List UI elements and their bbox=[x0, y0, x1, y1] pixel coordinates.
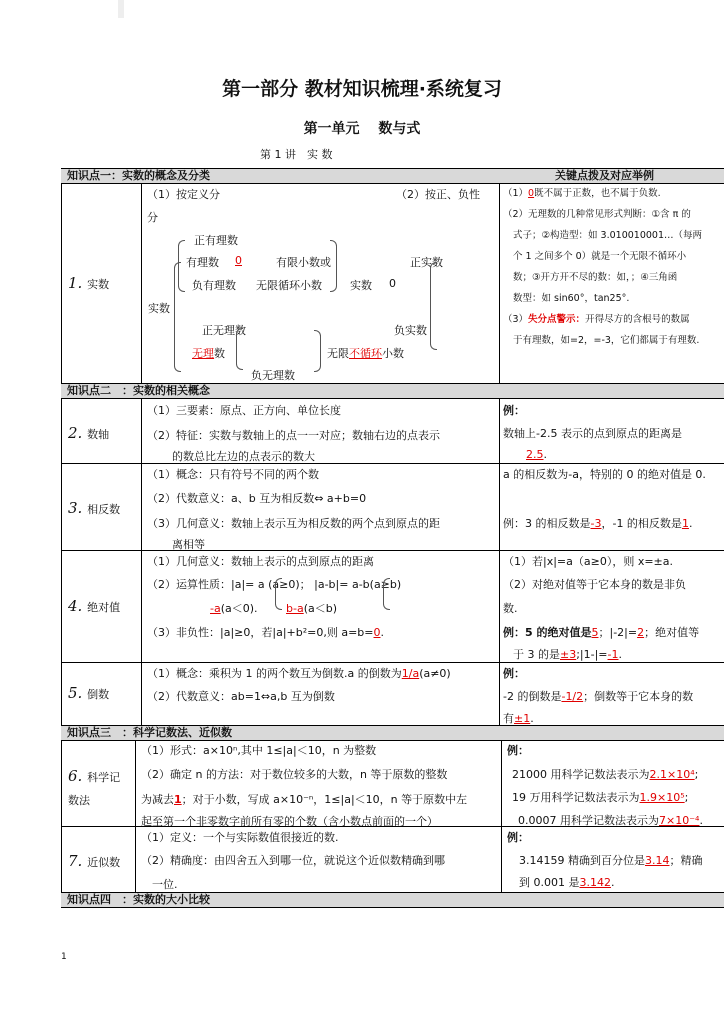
cell-text: （2）代数意义：ab=1⇔a,b 互为倒数 bbox=[147, 690, 335, 703]
cat-name: 近似数 bbox=[87, 856, 121, 869]
k1-right-line: 数型：如 sin60°，tan25°. bbox=[513, 293, 630, 304]
cat-num: 7. bbox=[68, 852, 83, 870]
cell-line bbox=[519, 874, 614, 890]
tree-infinite bbox=[327, 345, 404, 361]
cell-line bbox=[526, 448, 547, 461]
cell-text: （2）运算性质：|a|= a (a≥0)； |a-b|= a-b(a≥b) bbox=[147, 578, 402, 591]
tree-irrational bbox=[192, 345, 225, 361]
col-line-1a bbox=[141, 183, 142, 383]
tree-text: 负无理数 bbox=[251, 369, 295, 382]
col-line-1b bbox=[141, 399, 142, 725]
txt-red: -1 bbox=[607, 648, 619, 661]
txt-red: 1 bbox=[174, 793, 182, 806]
tree-text: 负有理数 bbox=[192, 279, 236, 292]
cell-line bbox=[147, 665, 451, 681]
k1-right-line: 于有理数，如=2，=-3，它们都属于有理数. bbox=[513, 335, 700, 346]
tree-text: 无限 bbox=[327, 347, 349, 360]
cat-num: 2. bbox=[68, 424, 83, 442]
tree-red: 不循环 bbox=[349, 347, 382, 360]
cat-num: 4. bbox=[68, 597, 83, 615]
txt: 为减去 bbox=[141, 793, 174, 806]
txt: . bbox=[610, 876, 615, 889]
cell-line bbox=[512, 766, 698, 782]
txt: 0.0007 用科学记数法表示为 bbox=[518, 814, 659, 827]
tree-text: 无限循环小数 bbox=[256, 279, 322, 292]
tree-text: （1）按定义分 bbox=[147, 188, 220, 201]
cat-real bbox=[68, 274, 109, 292]
k1-right-line: 式子；②构造型：如 3.010010001…（每两 bbox=[513, 230, 702, 241]
cell-line bbox=[286, 600, 337, 616]
txt-red: -a bbox=[210, 602, 221, 615]
txt: 有 bbox=[503, 712, 514, 725]
txt: 到 0.001 是 bbox=[519, 876, 580, 889]
txt-red: 2.5 bbox=[526, 448, 544, 461]
cat-name-2: 数法 bbox=[68, 794, 90, 807]
tree-text: 正无理数 bbox=[202, 324, 246, 337]
tree-text: 有限小数或 bbox=[276, 256, 331, 269]
tree-text: 实数 bbox=[350, 279, 372, 292]
page-title: 第一部分 教材知识梳理·系统复习 bbox=[222, 78, 502, 100]
cell-text: （2）特征：实数与数轴上的点一一对应；数轴右边的点表示 bbox=[147, 429, 440, 442]
k1-right-label: 关键点拨及对应举例 bbox=[555, 169, 654, 182]
row-line bbox=[61, 550, 724, 551]
cat-name: 绝对值 bbox=[87, 601, 121, 614]
txt: . bbox=[699, 814, 703, 827]
brace bbox=[236, 328, 243, 370]
txt: ；绝对值等 bbox=[644, 626, 700, 639]
tree-text: 正实数 bbox=[410, 256, 443, 269]
tree-text: 正有理数 bbox=[194, 234, 238, 247]
k3-label: 知识点三 ：科学记数法、近似数 bbox=[67, 726, 232, 739]
txt: 既不属于正数，也不属于负数. bbox=[534, 188, 661, 199]
cell-line bbox=[210, 600, 258, 616]
k1-right-line bbox=[503, 185, 661, 199]
brace bbox=[430, 262, 437, 350]
txt: . bbox=[543, 448, 547, 461]
cat-approx bbox=[68, 852, 120, 870]
cell-text: （1）若|x|=a（a≥0），则 x=±a. bbox=[503, 555, 674, 568]
cell-text: 数轴上-2.5 表示的点到原点的距离是 bbox=[503, 427, 682, 440]
section-header-k1 bbox=[61, 168, 724, 184]
txt-red: 0 bbox=[528, 188, 535, 199]
section-header-k4 bbox=[61, 892, 724, 908]
txt-red: 2.1×10⁴ bbox=[649, 768, 695, 781]
txt-red: ±1 bbox=[514, 712, 531, 725]
row-line bbox=[61, 463, 724, 464]
k1-right-line: （2）无理数的几种常见形式判断：①含 π 的 bbox=[503, 209, 691, 220]
txt: （1）概念：乘积为 1 的两个数互为倒数.a 的倒数为 bbox=[147, 667, 402, 680]
txt-red: 失分点警示： bbox=[528, 314, 586, 325]
cell-line bbox=[503, 624, 699, 640]
cell-text: （2）代数意义：a、b 互为相反数⇔ a+b=0 bbox=[147, 492, 367, 505]
txt: ；精确 bbox=[669, 854, 703, 867]
cell-line bbox=[503, 710, 534, 726]
txt: ；对于小数，写成 a×10⁻ⁿ，1≤|a|＜10，n 等于原数中左 bbox=[181, 793, 468, 806]
cell-line bbox=[141, 791, 467, 807]
tree-red: 无理 bbox=[192, 347, 214, 360]
txt-red: -1/2 bbox=[561, 690, 584, 703]
txt: . bbox=[530, 712, 534, 725]
cat-num: 5. bbox=[68, 684, 83, 702]
cat-num: 1. bbox=[68, 274, 83, 292]
brace bbox=[330, 240, 337, 292]
txt: ；|-2|= bbox=[598, 626, 638, 639]
section-header-k3 bbox=[61, 725, 724, 741]
txt-red: b-a bbox=[286, 602, 304, 615]
txt: ; bbox=[694, 768, 699, 781]
col-line-2b bbox=[499, 399, 500, 725]
cell-line bbox=[513, 646, 622, 662]
row-line bbox=[61, 662, 724, 663]
txt-red: 3.142 bbox=[579, 876, 611, 889]
tree-text: 小数 bbox=[382, 347, 404, 360]
txt-red: 7×10⁻⁴ bbox=[659, 814, 700, 827]
txt-red: ±3 bbox=[560, 648, 577, 661]
cell-text: （3）几何意义：数轴上表示互为相反数的两个点到原点的距 bbox=[147, 517, 440, 530]
txt: ; bbox=[684, 791, 689, 804]
txt: 19 万用科学记数法表示为 bbox=[512, 791, 640, 804]
k1-right-line: 数；③开方开不尽的数：如，；④三角函 bbox=[513, 272, 678, 283]
brace bbox=[174, 262, 181, 372]
txt: 3.14159 精确到百分位是 bbox=[519, 854, 645, 867]
cell-text: 的数总比左边的点表示的数大 bbox=[172, 450, 315, 463]
txt: 例：5 的绝对值是 bbox=[503, 626, 592, 639]
cell-line bbox=[512, 789, 688, 805]
txt: 开得尽方的含根号的数属 bbox=[585, 314, 690, 325]
txt: 21000 用科学记数法表示为 bbox=[512, 768, 650, 781]
cell-text: （1）几何意义：数轴上表示的点到原点的距离 bbox=[147, 555, 374, 568]
cell-text: 一位. bbox=[152, 878, 178, 891]
cat-reciprocal bbox=[68, 684, 109, 702]
txt: (a＜0). bbox=[220, 602, 258, 615]
brace bbox=[383, 578, 390, 610]
cat-num: 3. bbox=[68, 499, 83, 517]
txt-red: 0 bbox=[373, 626, 381, 639]
cat-name: 科学记 bbox=[87, 771, 121, 784]
tree-text: 实数 bbox=[148, 302, 170, 315]
cat-num: 6. bbox=[68, 767, 83, 785]
txt: （3） bbox=[503, 314, 529, 325]
unit-title: 第一单元 数与式 bbox=[303, 121, 421, 137]
tree-text: （2）按正、负性 bbox=[396, 188, 480, 201]
col-line-2c bbox=[501, 740, 502, 892]
txt: ;|1-|= bbox=[576, 648, 608, 661]
lesson-title: 第 1 讲 实 数 bbox=[260, 148, 333, 161]
cell-text: 例： bbox=[507, 831, 529, 844]
cell-text: 数. bbox=[503, 602, 518, 615]
txt: (a＜b) bbox=[303, 602, 338, 615]
txt: -2 的倒数是 bbox=[503, 690, 562, 703]
cat-name: 相反数 bbox=[87, 503, 121, 516]
tree-text: 分 bbox=[147, 211, 158, 224]
col-line-2a bbox=[499, 183, 500, 383]
cat-name: 倒数 bbox=[87, 688, 110, 701]
txt-red: -3 bbox=[590, 517, 602, 530]
cell-line bbox=[503, 515, 692, 531]
page-number: 1 bbox=[61, 952, 67, 962]
txt-red: 1.9×10⁵ bbox=[639, 791, 685, 804]
txt: （1） bbox=[503, 188, 529, 199]
txt-red: 3.14 bbox=[644, 854, 670, 867]
txt: 例：3 的相反数是 bbox=[503, 517, 591, 530]
cell-line bbox=[503, 688, 693, 704]
cell-text: 例： bbox=[507, 744, 529, 757]
cat-abs bbox=[68, 597, 120, 615]
cell-text: 例： bbox=[503, 404, 525, 417]
table-left-border bbox=[61, 168, 62, 908]
tree-text: 数 bbox=[214, 347, 225, 360]
cat-sci bbox=[68, 767, 120, 785]
tree-text: 负实数 bbox=[394, 324, 427, 337]
k1-right-line: 个 1 之间多个 0）就是一个无限不循环小 bbox=[513, 251, 687, 262]
txt: (a≠0) bbox=[419, 667, 451, 680]
cell-line bbox=[519, 852, 702, 868]
cat-name: 数轴 bbox=[87, 428, 110, 441]
txt-red: 1 bbox=[681, 517, 689, 530]
brace bbox=[275, 578, 282, 610]
tree-text: 0 bbox=[389, 277, 396, 290]
txt: 于 3 的是 bbox=[513, 648, 560, 661]
cat-axis bbox=[68, 424, 109, 442]
txt-red: 2 bbox=[637, 626, 645, 639]
tree-text: 有理数 bbox=[186, 256, 219, 269]
cell-text: （2）精确度：由四舍五入到哪一位，就说这个近似数精确到哪 bbox=[141, 854, 445, 867]
txt: ；倒数等于它本身的数 bbox=[583, 690, 694, 703]
txt-red: 1/a bbox=[401, 667, 420, 680]
cell-text: （2）对绝对值等于它本身的数是非负 bbox=[503, 578, 686, 591]
row-line bbox=[61, 826, 724, 827]
k4-label: 知识点四 ：实数的大小比较 bbox=[67, 893, 210, 906]
cat-opposite bbox=[68, 499, 120, 517]
cell-text: 例： bbox=[503, 667, 525, 680]
txt: . bbox=[618, 648, 622, 661]
cell-text: 离相等 bbox=[172, 538, 205, 551]
k2-label: 知识点二 ：实数的相关概念 bbox=[67, 384, 210, 397]
txt: （3）非负性：|a|≥0，若|a|+b²=0,则 a=b= bbox=[147, 626, 374, 639]
cell-text: a 的相反数为-a，特别的 0 的绝对值是 0. bbox=[503, 468, 706, 481]
cell-text: （1）定义：一个与实际数值很接近的数. bbox=[141, 831, 339, 844]
cat-name: 实数 bbox=[87, 278, 110, 291]
cell-line bbox=[147, 624, 384, 640]
section-header-k2 bbox=[61, 383, 724, 399]
scan-mark bbox=[118, 0, 124, 18]
brace bbox=[314, 330, 321, 372]
cell-text: （1）概念：只有符号不同的两个数 bbox=[147, 468, 319, 481]
cell-text: （1）形式：a×10ⁿ,其中 1≤|a|＜10，n 为整数 bbox=[141, 744, 377, 757]
cell-text: （2）确定 n 的方法：对于数位较多的大数，n 等于原数的整数 bbox=[141, 768, 448, 781]
k1-label: 知识点一：实数的概念及分类 bbox=[67, 169, 210, 182]
txt: ，-1 的相反数是 bbox=[601, 517, 682, 530]
txt: . bbox=[688, 517, 693, 530]
txt: . bbox=[380, 626, 384, 639]
txt-red: 5 bbox=[591, 626, 599, 639]
cell-text: 起至第一个非零数字前所有零的个数（含小数点前面的一个） bbox=[141, 815, 438, 828]
k1-right-line bbox=[503, 311, 690, 325]
cell-text: （1）三要素：原点、正方向、单位长度 bbox=[147, 404, 341, 417]
tree-zero: 0 bbox=[235, 254, 242, 267]
col-line-1c bbox=[135, 740, 136, 892]
